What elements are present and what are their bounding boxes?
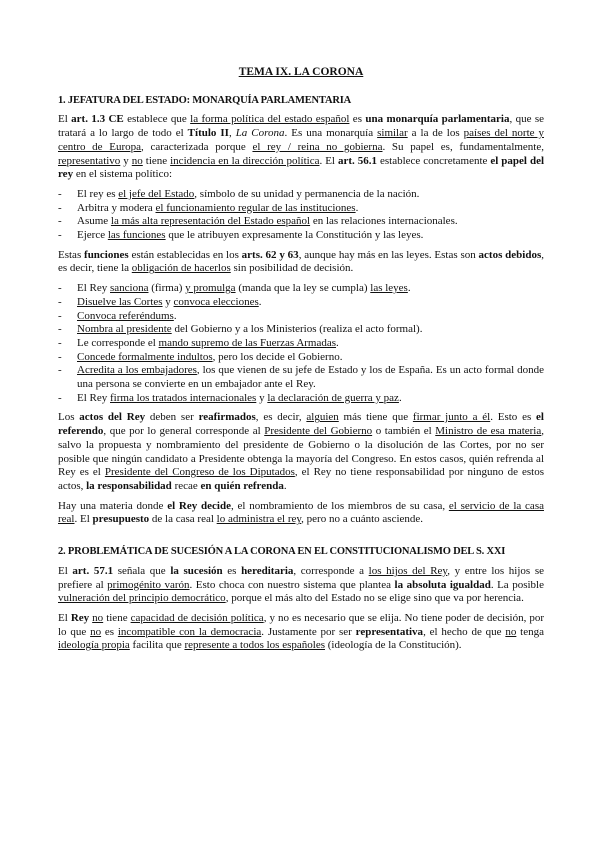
document-title: TEMA IX. LA CORONA bbox=[238, 66, 364, 78]
section-1-paragraph-1: El art. 1.3 CE establece que la forma política del estado español es una monarquía parlamentaria, que se tratará a lo largo de todo el Título II, La Corona. Es una monarquía similar a la de los países del norte y centro de Europa, caracterizada porque el rey / reina no gobierna. Su papel es, fundamentalmente, representativo y no tiene incidencia en la dirección política. El art. 56.1 establece concretamente el papel del rey en el sistema político: bbox=[58, 113, 545, 181]
list-item: - Concede formalmente indultos, pero los decide el Gobierno. bbox=[58, 351, 544, 365]
list-item: - Disuelve las Cortes y convoca elecciones. bbox=[58, 296, 544, 310]
list-item: - Acredita a los embajadores, los que vienen de su jefe de Estado y los de España. Es un acto formal donde una persona se convierte en un embajador ante el Rey. bbox=[58, 364, 544, 391]
section-1-functions-list bbox=[58, 282, 544, 405]
section-2-heading: 2. PROBLEMÁTICA DE SUCESIÓN A LA CORONA EN EL CONSTITUCIONALISMO DEL S. XXI bbox=[58, 546, 506, 558]
list-item: - Asume la más alta representación del Estado español en las relaciones internacionales. bbox=[58, 215, 544, 229]
list-item: - El Rey firma los tratados internacionales y la declaración de guerra y paz. bbox=[58, 392, 544, 406]
list-item: - El rey es el jefe del Estado, símbolo de su unidad y permanencia de la nación. bbox=[58, 188, 544, 202]
section-1-heading: 1. JEFATURA DEL ESTADO: MONARQUÍA PARLAMENTARIA bbox=[58, 94, 351, 106]
section-1-role-list bbox=[58, 188, 544, 243]
section-1-paragraph-2: Estas funciones están establecidas en los arts. 62 y 63, aunque hay más en las leyes. Estas son actos debidos, es decir, tiene la obligación de hacerlos sin posibilidad de decisión. bbox=[58, 248, 545, 275]
list-item: - Nombra al presidente del Gobierno y a los Ministerios (realiza el acto formal). bbox=[58, 323, 544, 337]
section-1-paragraph-4: Hay una materia donde el Rey decide, el nombramiento de los miembros de su casa, el servicio de la casa real. El presupuesto de la casa real lo administra el rey, pero no a cuánto asciende. bbox=[58, 499, 544, 526]
list-item: - El Rey sanciona (firma) y promulga (manda que la ley se cumpla) las leyes. bbox=[58, 282, 544, 296]
section-2-paragraph-2: El Rey no tiene capacidad de decisión política, y no es necesario que se elija. No tiene poder de decisión, por lo que no es incompatible con la democracia. Justamente por ser representativa, el hecho de que no tenga ideología propia facilita que represente a todos los españoles (ideología de la Constitución). bbox=[58, 611, 545, 652]
section-2-paragraph-1: El art. 57.1 señala que la sucesión es hereditaria, corresponde a los hijos del Rey, y entre los hijos se prefiere al primogénito varón. Esto choca con nuestro sistema que plantea la absoluta igualdad. La posible vulneración del principio democrático, porque el más alto del Estado no se elige sino que va por herencia. bbox=[58, 564, 544, 605]
list-item: - Ejerce las funciones que le atribuyen expresamente la Constitución y las leyes. bbox=[58, 229, 544, 243]
document-page bbox=[58, 66, 544, 659]
list-item: - Arbitra y modera el funcionamiento regular de las instituciones. bbox=[58, 202, 544, 216]
list-item: - Convoca referéndums. bbox=[58, 310, 544, 324]
section-1-paragraph-3: Los actos del Rey deben ser reafirmados, es decir, alguien más tiene que firmar junto a él. Esto es el referendo, que por lo general corresponde al Presidente del Gobierno o también el Ministro de esa materia, salvo la propuesta y nombramiento del presidente de Gobierno o la disolución de las Cortes, por no ser posible que ningún candidato a Presidente obtenga la mayoría del Congreso. En estos casos, quién refrenda al Rey es el Presidente del Congreso de los Diputados, el Rey no tiene responsabilidad por ninguno de estos actos, la responsabilidad recae en quién refrenda. bbox=[58, 411, 544, 492]
list-item: - Le corresponde el mando supremo de las Fuerzas Armadas. bbox=[58, 337, 544, 351]
